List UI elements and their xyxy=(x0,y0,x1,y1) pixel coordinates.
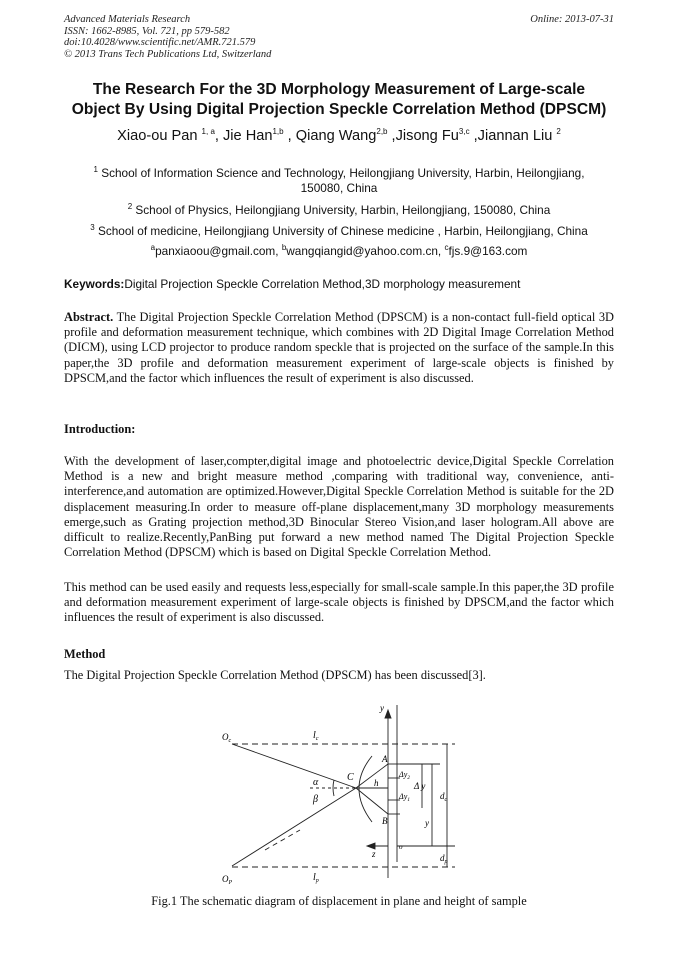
point-b-label: B xyxy=(382,816,388,826)
method-text: The Digital Projection Speckle Correlation Method (DPSCM) has been discussed[3]. xyxy=(64,668,486,682)
author-sup: 2 xyxy=(556,127,561,136)
op-label: $O_P$ xyxy=(222,874,233,886)
author-sep: , xyxy=(283,127,296,144)
copyright-line: © 2013 Trans Tech Publications Ltd, Switzerland xyxy=(64,48,272,60)
author-name: Xiao-ou Pan xyxy=(117,127,202,144)
affiliation-text: School of Information Science and Technology, Heilongjiang University, Harbin, Heilongjiang, 150080, China xyxy=(97,165,585,195)
point-c-label: C xyxy=(347,772,354,783)
author-sup: 1,b xyxy=(272,127,284,136)
dc-label: $d_c$ xyxy=(440,791,448,803)
author-sup: 2,b xyxy=(376,127,388,136)
abstract-text: The Digital Projection Speckle Correlation Method (DPSCM) is a non-contact full-field optical 3D profile and deformation measurement technique, which combines with 2D Digital Image Correlation Method (DICM), using LCD projector to produce random speckle that is projected on the surface of the sample.In this paper,the 3D profile and deformation measurement experiment of large-scale objects is finished by DPSCM,and the factor which influences the result of experiment is also discussed. xyxy=(64,310,614,385)
affiliation-sup: 1 xyxy=(93,165,98,174)
point-a-label: A xyxy=(382,754,388,764)
origin-label: o xyxy=(399,843,403,851)
author-sep: , xyxy=(387,127,396,144)
dy1-label: $\Delta y_1$ xyxy=(399,792,410,803)
z-axis-label: z xyxy=(372,849,376,859)
email-a: panxiaoou@gmail.com, xyxy=(155,243,282,258)
projector-ray xyxy=(232,788,356,866)
figure-1-diagram xyxy=(215,700,465,890)
keywords xyxy=(64,277,614,291)
affiliation-text: School of medicine, Heilongjiang University of Chinese medicine , Harbin, Heilongjiang, China xyxy=(94,223,588,238)
oc-label: $O_c$ xyxy=(222,732,232,744)
author-sep: , xyxy=(214,127,223,144)
dashed-ray xyxy=(265,830,300,850)
keywords-text: Digital Projection Speckle Correlation Method,3D morphology measurement xyxy=(124,277,521,291)
affiliation-text: School of Physics, Heilongjiang University, Harbin, Heilongjiang, 150080, China xyxy=(132,202,551,217)
title-line-1: The Research For the 3D Morphology Measurement of Large-scale xyxy=(92,81,586,98)
email-sup: b xyxy=(281,243,287,252)
dy-label: Δ y xyxy=(414,781,426,791)
dp-label: $d_p$ xyxy=(440,853,448,865)
author-list xyxy=(40,127,638,144)
paper-title xyxy=(40,80,638,120)
curved-surface xyxy=(359,756,372,822)
affiliation-1 xyxy=(74,162,604,196)
author-sup: 3,c xyxy=(458,127,470,136)
dy2-label: $\Delta y_2$ xyxy=(399,770,410,781)
y-axis-arrow xyxy=(385,710,391,718)
introduction-heading: Introduction: xyxy=(64,422,136,436)
page-header xyxy=(64,14,614,60)
figure-caption: Fig.1 The schematic diagram of displacement in plane and height of sample xyxy=(151,894,527,908)
lc-label: $l_c$ xyxy=(313,730,319,742)
doi-line: doi:10.4028/www.scientific.net/AMR.721.579 xyxy=(64,37,256,48)
affiliation-sup: 2 xyxy=(127,202,133,211)
author-name: Jiannan Liu xyxy=(477,127,557,144)
h-label: h xyxy=(374,778,379,788)
affiliation-3 xyxy=(74,220,604,239)
author-sep: , xyxy=(469,127,478,144)
alpha-label: α xyxy=(313,777,319,788)
journal-name: Advanced Materials Research xyxy=(64,14,191,25)
abstract-label: Abstract. xyxy=(64,310,114,324)
angle-arc xyxy=(333,780,334,796)
author-name: Qiang Wang xyxy=(295,127,377,144)
email-b: wangqiangid@yahoo.com.cn, xyxy=(286,243,445,258)
email-sup: a xyxy=(150,243,156,252)
method-heading: Method xyxy=(64,647,106,661)
online-date: Online: 2013-07-31 xyxy=(530,14,614,25)
camera-ray xyxy=(232,744,356,788)
abstract xyxy=(64,310,614,386)
introduction-paragraph-2: This method can be used easily and requests less,especially for small-scale sample.In this paper,the 3D profile and deformation measurement experiment of large-scale objects is finished by DPSCM,and the factor which influences the result of experiment is also discussed. xyxy=(64,580,614,625)
author-name: Jisong Fu xyxy=(395,127,459,144)
keywords-label: Keywords: xyxy=(64,277,125,291)
issn-line: ISSN: 1662-8985, Vol. 721, pp 579-582 xyxy=(64,25,230,37)
introduction-paragraph-1: With the development of laser,compter,digital image and photoelectric device,Digital Speckle Correlation Method is a new and bright measure method ,comparing with traditional way, convenience, anti-interference,and automation are optimized.However,Digital Speckle Correlation Method is suitable for the 2D displacement measuring.In order to measure off-plane displacement,many 3D morphology measurements emerge,such as Grating projection method,3D Binocular Stereo Vision,and laser hologram.All above are difficult to realize.Recently,PanBing put forward a new method named The Digital Projection Speckle Correlation Method (DPSCM) which is based on Digital Speckle Correlation Method. xyxy=(64,454,614,560)
title-line-2: Object By Using Digital Projection Speckle Correlation Method (DPSCM) xyxy=(71,101,607,118)
y-axis-label: y xyxy=(380,703,384,713)
beta-label: β xyxy=(313,794,318,805)
y-dimension-label: y xyxy=(425,818,429,828)
affiliation-sup: 3 xyxy=(90,223,95,232)
email-line xyxy=(40,243,638,258)
lp-label: $l_p$ xyxy=(313,872,319,884)
affiliation-2 xyxy=(74,199,604,218)
author-sup: 1, a xyxy=(201,127,215,136)
email-c: fjs.9@163.com xyxy=(448,243,528,258)
author-name: Jie Han xyxy=(223,127,273,144)
email-sup: c xyxy=(444,243,449,252)
